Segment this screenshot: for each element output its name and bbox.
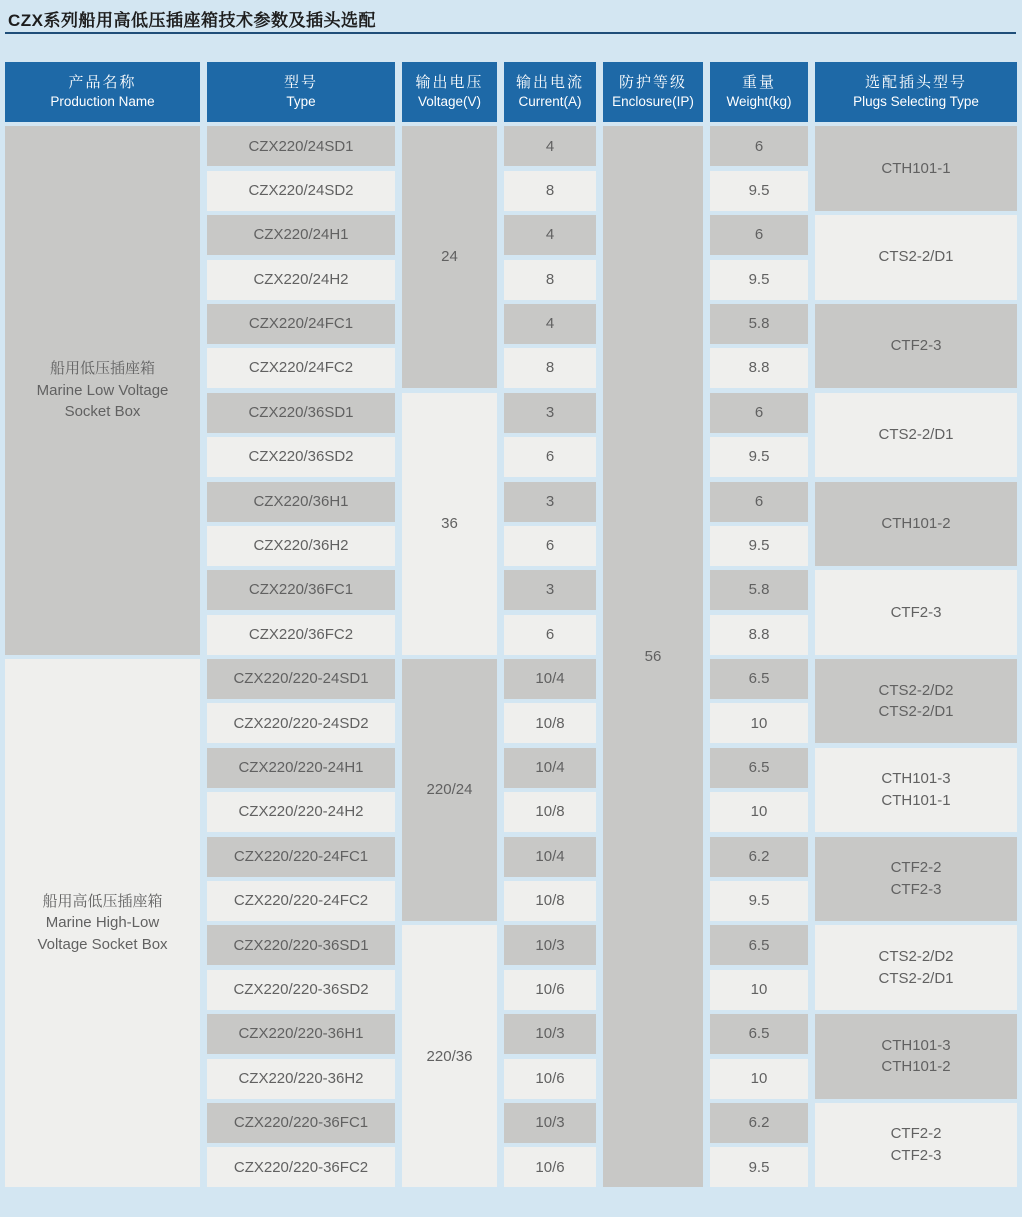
current-cell: 6 bbox=[504, 615, 596, 655]
type-cell: CZX220/24SD1 bbox=[207, 126, 395, 166]
type-cell: CZX220/24FC1 bbox=[207, 304, 395, 344]
type-cell: CZX220/220-36FC2 bbox=[207, 1147, 395, 1187]
type-cell: CZX220/36FC1 bbox=[207, 570, 395, 610]
header-cell-weight-kg-: 重量 Weight(kg) bbox=[710, 62, 808, 122]
type-cell: CZX220/220-36FC1 bbox=[207, 1103, 395, 1143]
type-cell: CZX220/220-24FC1 bbox=[207, 837, 395, 877]
header-cell-enclosure-ip-: 防护等级 Enclosure(IP) bbox=[603, 62, 703, 122]
voltage-cell: 36 bbox=[402, 393, 497, 655]
current-cell: 8 bbox=[504, 348, 596, 388]
weight-cell: 9.5 bbox=[710, 437, 808, 477]
type-cell: CZX220/220-24SD2 bbox=[207, 703, 395, 743]
weight-cell: 10 bbox=[710, 792, 808, 832]
plug-type-cell: CTH101-3 CTH101-1 bbox=[815, 748, 1017, 832]
type-cell: CZX220/220-24H1 bbox=[207, 748, 395, 788]
current-cell: 10/8 bbox=[504, 703, 596, 743]
header-cell-voltage-v-: 输出电压 Voltage(V) bbox=[402, 62, 497, 122]
current-cell: 4 bbox=[504, 126, 596, 166]
header-cell-plugs-selecting-type: 选配插头型号 Plugs Selecting Type bbox=[815, 62, 1017, 122]
weight-cell: 9.5 bbox=[710, 1147, 808, 1187]
header-cell-production-name: 产品名称 Production Name bbox=[5, 62, 200, 122]
type-cell: CZX220/36SD2 bbox=[207, 437, 395, 477]
current-cell: 10/3 bbox=[504, 1103, 596, 1143]
product-name-cell: 船用高低压插座箱 Marine High-Low Voltage Socket Box bbox=[5, 659, 200, 1187]
current-cell: 8 bbox=[504, 171, 596, 211]
voltage-cell: 220/24 bbox=[402, 659, 497, 921]
header-cell-current-a-: 输出电流 Current(A) bbox=[504, 62, 596, 122]
weight-cell: 9.5 bbox=[710, 171, 808, 211]
current-cell: 6 bbox=[504, 526, 596, 566]
plug-type-cell: CTS2-2/D2 CTS2-2/D1 bbox=[815, 925, 1017, 1009]
spec-table bbox=[5, 62, 1017, 1187]
plug-type-cell: CTF2-2 CTF2-3 bbox=[815, 837, 1017, 921]
weight-cell: 6.5 bbox=[710, 925, 808, 965]
type-cell: CZX220/24H2 bbox=[207, 260, 395, 300]
type-cell: CZX220/24FC2 bbox=[207, 348, 395, 388]
current-cell: 4 bbox=[504, 304, 596, 344]
type-cell: CZX220/220-24H2 bbox=[207, 792, 395, 832]
plug-type-cell: CTF2-3 bbox=[815, 570, 1017, 654]
current-cell: 10/8 bbox=[504, 881, 596, 921]
plug-type-cell: CTS2-2/D1 bbox=[815, 215, 1017, 299]
plug-type-cell: CTH101-1 bbox=[815, 126, 1017, 210]
weight-cell: 5.8 bbox=[710, 570, 808, 610]
type-cell: CZX220/220-36SD2 bbox=[207, 970, 395, 1010]
plug-type-cell: CTH101-3 CTH101-2 bbox=[815, 1014, 1017, 1098]
weight-cell: 6.2 bbox=[710, 837, 808, 877]
weight-cell: 6.5 bbox=[710, 659, 808, 699]
weight-cell: 10 bbox=[710, 703, 808, 743]
plug-type-cell: CTH101-2 bbox=[815, 482, 1017, 566]
plug-type-cell: CTS2-2/D1 bbox=[815, 393, 1017, 477]
plug-type-cell: CTS2-2/D2 CTS2-2/D1 bbox=[815, 659, 1017, 743]
weight-cell: 10 bbox=[710, 970, 808, 1010]
type-cell: CZX220/220-36H1 bbox=[207, 1014, 395, 1054]
product-name-cell: 船用低压插座箱 Marine Low Voltage Socket Box bbox=[5, 126, 200, 654]
weight-cell: 10 bbox=[710, 1059, 808, 1099]
current-cell: 3 bbox=[504, 570, 596, 610]
current-cell: 10/6 bbox=[504, 1059, 596, 1099]
weight-cell: 6.2 bbox=[710, 1103, 808, 1143]
current-cell: 10/6 bbox=[504, 1147, 596, 1187]
weight-cell: 8.8 bbox=[710, 348, 808, 388]
weight-cell: 6 bbox=[710, 393, 808, 433]
title-underline bbox=[5, 32, 1016, 34]
type-cell: CZX220/220-36H2 bbox=[207, 1059, 395, 1099]
enclosure-cell: 56 bbox=[603, 126, 703, 1187]
current-cell: 10/4 bbox=[504, 659, 596, 699]
current-cell: 10/6 bbox=[504, 970, 596, 1010]
type-cell: CZX220/220-36SD1 bbox=[207, 925, 395, 965]
voltage-cell: 220/36 bbox=[402, 925, 497, 1187]
current-cell: 10/3 bbox=[504, 925, 596, 965]
weight-cell: 5.8 bbox=[710, 304, 808, 344]
type-cell: CZX220/36H1 bbox=[207, 482, 395, 522]
plug-type-cell: CTF2-2 CTF2-3 bbox=[815, 1103, 1017, 1187]
weight-cell: 6.5 bbox=[710, 748, 808, 788]
voltage-cell: 24 bbox=[402, 126, 497, 388]
header-cell-type: 型号 Type bbox=[207, 62, 395, 122]
type-cell: CZX220/24SD2 bbox=[207, 171, 395, 211]
weight-cell: 6 bbox=[710, 482, 808, 522]
type-cell: CZX220/220-24SD1 bbox=[207, 659, 395, 699]
plug-type-cell: CTF2-3 bbox=[815, 304, 1017, 388]
type-cell: CZX220/36H2 bbox=[207, 526, 395, 566]
weight-cell: 9.5 bbox=[710, 881, 808, 921]
weight-cell: 6 bbox=[710, 126, 808, 166]
weight-cell: 9.5 bbox=[710, 526, 808, 566]
current-cell: 3 bbox=[504, 482, 596, 522]
current-cell: 8 bbox=[504, 260, 596, 300]
current-cell: 10/8 bbox=[504, 792, 596, 832]
weight-cell: 9.5 bbox=[710, 260, 808, 300]
type-cell: CZX220/36SD1 bbox=[207, 393, 395, 433]
type-cell: CZX220/24H1 bbox=[207, 215, 395, 255]
current-cell: 10/4 bbox=[504, 837, 596, 877]
type-cell: CZX220/220-24FC2 bbox=[207, 881, 395, 921]
current-cell: 4 bbox=[504, 215, 596, 255]
page-title: CZX系列船用高低压插座箱技术参数及插头选配 bbox=[8, 11, 376, 30]
weight-cell: 6.5 bbox=[710, 1014, 808, 1054]
current-cell: 10/3 bbox=[504, 1014, 596, 1054]
weight-cell: 6 bbox=[710, 215, 808, 255]
current-cell: 10/4 bbox=[504, 748, 596, 788]
type-cell: CZX220/36FC2 bbox=[207, 615, 395, 655]
current-cell: 3 bbox=[504, 393, 596, 433]
weight-cell: 8.8 bbox=[710, 615, 808, 655]
current-cell: 6 bbox=[504, 437, 596, 477]
